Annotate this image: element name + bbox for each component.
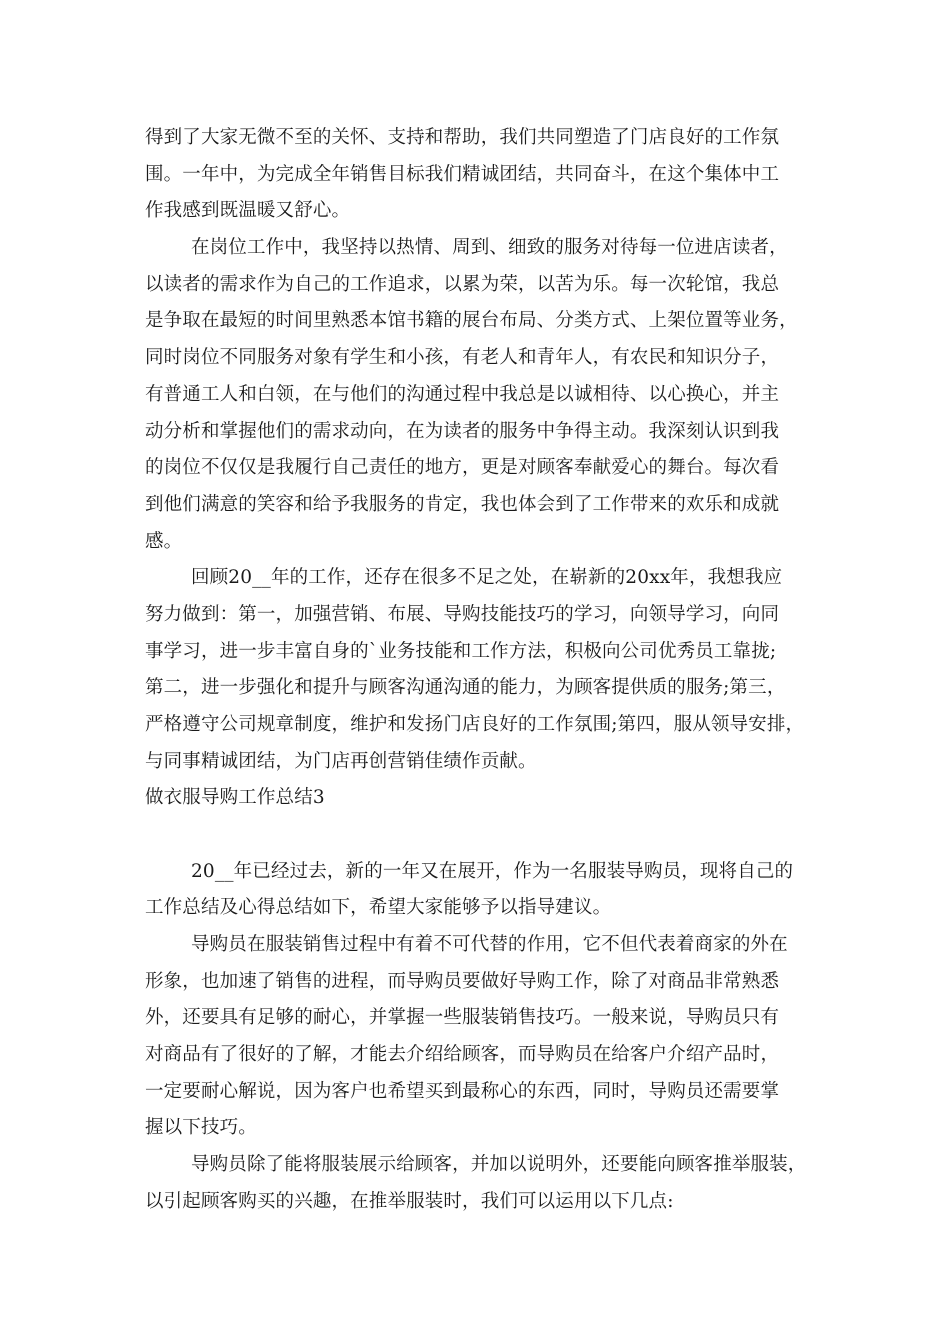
text-line: 严格遵守公司规章制度，维护和发扬门店良好的工作氛围;第四，服从领导安排， [145, 714, 805, 735]
text-line: 到他们满意的笑容和给予我服务的肯定，我也体会到了工作带来的欢乐和成就 [145, 494, 780, 515]
text-line: 事学习，进一步丰富自身的`业务技能和工作方法，积极向公司优秀员工靠拢; [145, 641, 777, 662]
text-line: 动分析和掌握他们的需求动向，在为读者的服务中争得主动。我深刻认识到我 [145, 421, 780, 442]
text-line: 工作总结及心得总结如下，希望大家能够予以指导建议。 [145, 897, 612, 918]
text-line: 以引起顾客购买的兴趣，在推举服装时，我们可以运用以下几点: [145, 1191, 674, 1212]
text-line: 有普通工人和白领，在与他们的沟通过程中我总是以诚相待、以心换心，并主 [145, 384, 780, 405]
text-line: 努力做到：第一，加强营销、布展、导购技能技巧的学习，向领导学习，向同 [145, 604, 780, 625]
text-line: 围。一年中，为完成全年销售目标我们精诚团结，共同奋斗，在这个集体中工 [145, 164, 780, 185]
text-line: 在岗位工作中，我坚持以热情、周到、细致的服务对待每一位进店读者， [191, 237, 788, 258]
text-line: 作我感到既温暖又舒心。 [145, 200, 351, 221]
text-line: 的岗位不仅仅是我履行自己责任的地方，更是对顾客奉献爱心的舞台。每次看 [145, 457, 780, 478]
text-line: 20__年已经过去，新的一年又在展开，作为一名服装导购员，现将自己的 [191, 861, 794, 882]
text-line: 导购员在服装销售过程中有着不可代替的作用，它不但代表着商家的外在 [191, 934, 788, 955]
text-line: 一定要耐心解说，因为客户也希望买到最称心的东西，同时，导购员还需要掌 [145, 1081, 780, 1102]
text-line: 外，还要具有足够的耐心，并掌握一些服装销售技巧。一般来说，导购员只有 [145, 1007, 780, 1028]
text-line: 以读者的需求作为自己的工作追求，以累为荣，以苦为乐。每一次轮馆，我总 [145, 274, 780, 295]
text-line: 握以下技巧。 [145, 1117, 257, 1138]
text-line: 导购员除了能将服装展示给顾客，并加以说明外，还要能向顾客推举服装， [191, 1154, 807, 1175]
text-line: 同时岗位不同服务对象有学生和小孩，有老人和青年人，有农民和知识分子， [145, 347, 780, 368]
text-line: 感。 [145, 531, 183, 552]
text-line: 得到了大家无微不至的关怀、支持和帮助，我们共同塑造了门店良好的工作氛 [145, 127, 780, 148]
text-line: 第二，进一步强化和提升与顾客沟通沟通的能力，为顾客提供质的服务;第三， [145, 677, 786, 698]
text-line: 对商品有了很好的了解，才能去介绍给顾客，而导购员在给客户介绍产品时， [145, 1044, 780, 1065]
section-heading: 做衣服导购工作总结3 [145, 787, 325, 808]
text-line: 形象，也加速了销售的进程，而导购员要做好导购工作，除了对商品非常熟悉 [145, 971, 780, 992]
text-line: 回顾20__年的工作，还存在很多不足之处，在崭新的20xx年，我想我应 [191, 567, 783, 588]
text-line: 是争取在最短的时间里熟悉本馆书籍的展台布局、分类方式、上架位置等业务， [145, 310, 798, 331]
text-line: 与同事精诚团结，为门店再创营销佳绩作贡献。 [145, 751, 537, 772]
